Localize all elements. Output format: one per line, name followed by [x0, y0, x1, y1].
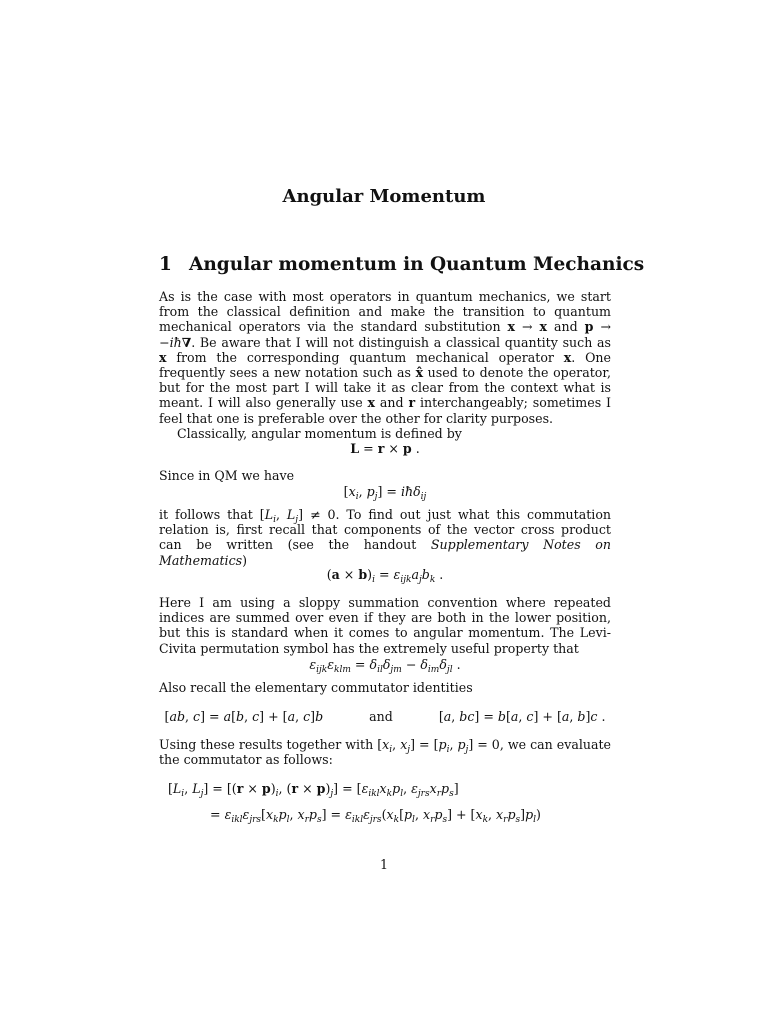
equation-canonical-commutator: [$x_i$, $p_j$] = iħδ$_{ij}$: [343, 484, 427, 502]
equation-cross-product: $(a \times b)_i = \varepsilon_{ijk}a_jb_k$ .: [326, 567, 444, 585]
paragraph-5: Here I am using a sloppy summation convention where repeated indices are summed over even if they are both in the lower position, but this is standard when it comes to angular momentum. The Levi-Civita permutation symbol has the extremely useful property that: [159, 595, 611, 656]
paragraph-2: Classically, angular momentum is defined by: [177, 425, 462, 441]
paragraph-7: Using these results together with [$x_i$, $x_j] = [p_i$, $p_j] = 0$, we can evaluate the commutator as follows:: [159, 737, 611, 768]
paragraph-1: As is the case with most operators in quantum mechanics, we start from the classical definition and make the transition to quantum mechanical operators via the standard substitution x → x and p → −iħ∇. Be aware that I will not distinguish a classical quantity such as x from the corresponding quantum mechanical operator x. One frequently sees a new notation such as x̂ used to denote the operator, but for the most part I will take it as clear from the context what is meant. I will also generally use x and r interchangeably; sometimes I feel that one is preferable over the other for clarity purposes.: [159, 289, 612, 426]
paragraph-intro: [159, 289, 611, 441]
paragraph-4: it follows that [$L_i$, $L_j] \ne 0$. To find out just what this commutation relation is, first recall that components of the vector cross product can be written (see the handout Supplementary Notes on Mathematics): [159, 507, 612, 568]
paragraph-6: Also recall the elementary commutator identities: [159, 680, 473, 695]
paragraph-3: Since in QM we have: [159, 468, 295, 483]
page-number: 1: [379, 857, 388, 872]
section-number: 1: [159, 254, 172, 275]
document-title: Angular Momentum: [282, 186, 486, 207]
equation-levi-civita: $\varepsilon_{ijk}\varepsilon_{klm} = \delta_{il}\delta_{jm} - \delta_{im}\delta_{jl}$ .: [309, 657, 461, 675]
equation-angular-momentum: L = r × p .: [350, 441, 420, 456]
equation-line-1: [$L_i$, $L_j] = [(r \times p)_i$, $(r \times p)_j] = [\varepsilon_{ikl}x_kp_l$, $\varepsilon_{jrs}x_rp_s$]: [168, 781, 459, 799]
equation-line-2: = $\varepsilon_{ikl}\varepsilon_{jrs}[x_kp_l$, $x_rp_s] = \varepsilon_{ikl}\varepsilon_{jrs}(x_k[p_l$, $x_rp_s] + [x_k$, $x_rp_s]p_l$): [210, 807, 541, 825]
equation-commutator-identities: [ab, c] = a[b, c] + [a, c]b and [a, bc] = b[a, c] + [a, b]c .: [164, 709, 606, 724]
section-heading: [159, 254, 645, 275]
and-label: and: [369, 709, 393, 724]
section-title: Angular momentum in Quantum Mechanics: [189, 254, 645, 275]
